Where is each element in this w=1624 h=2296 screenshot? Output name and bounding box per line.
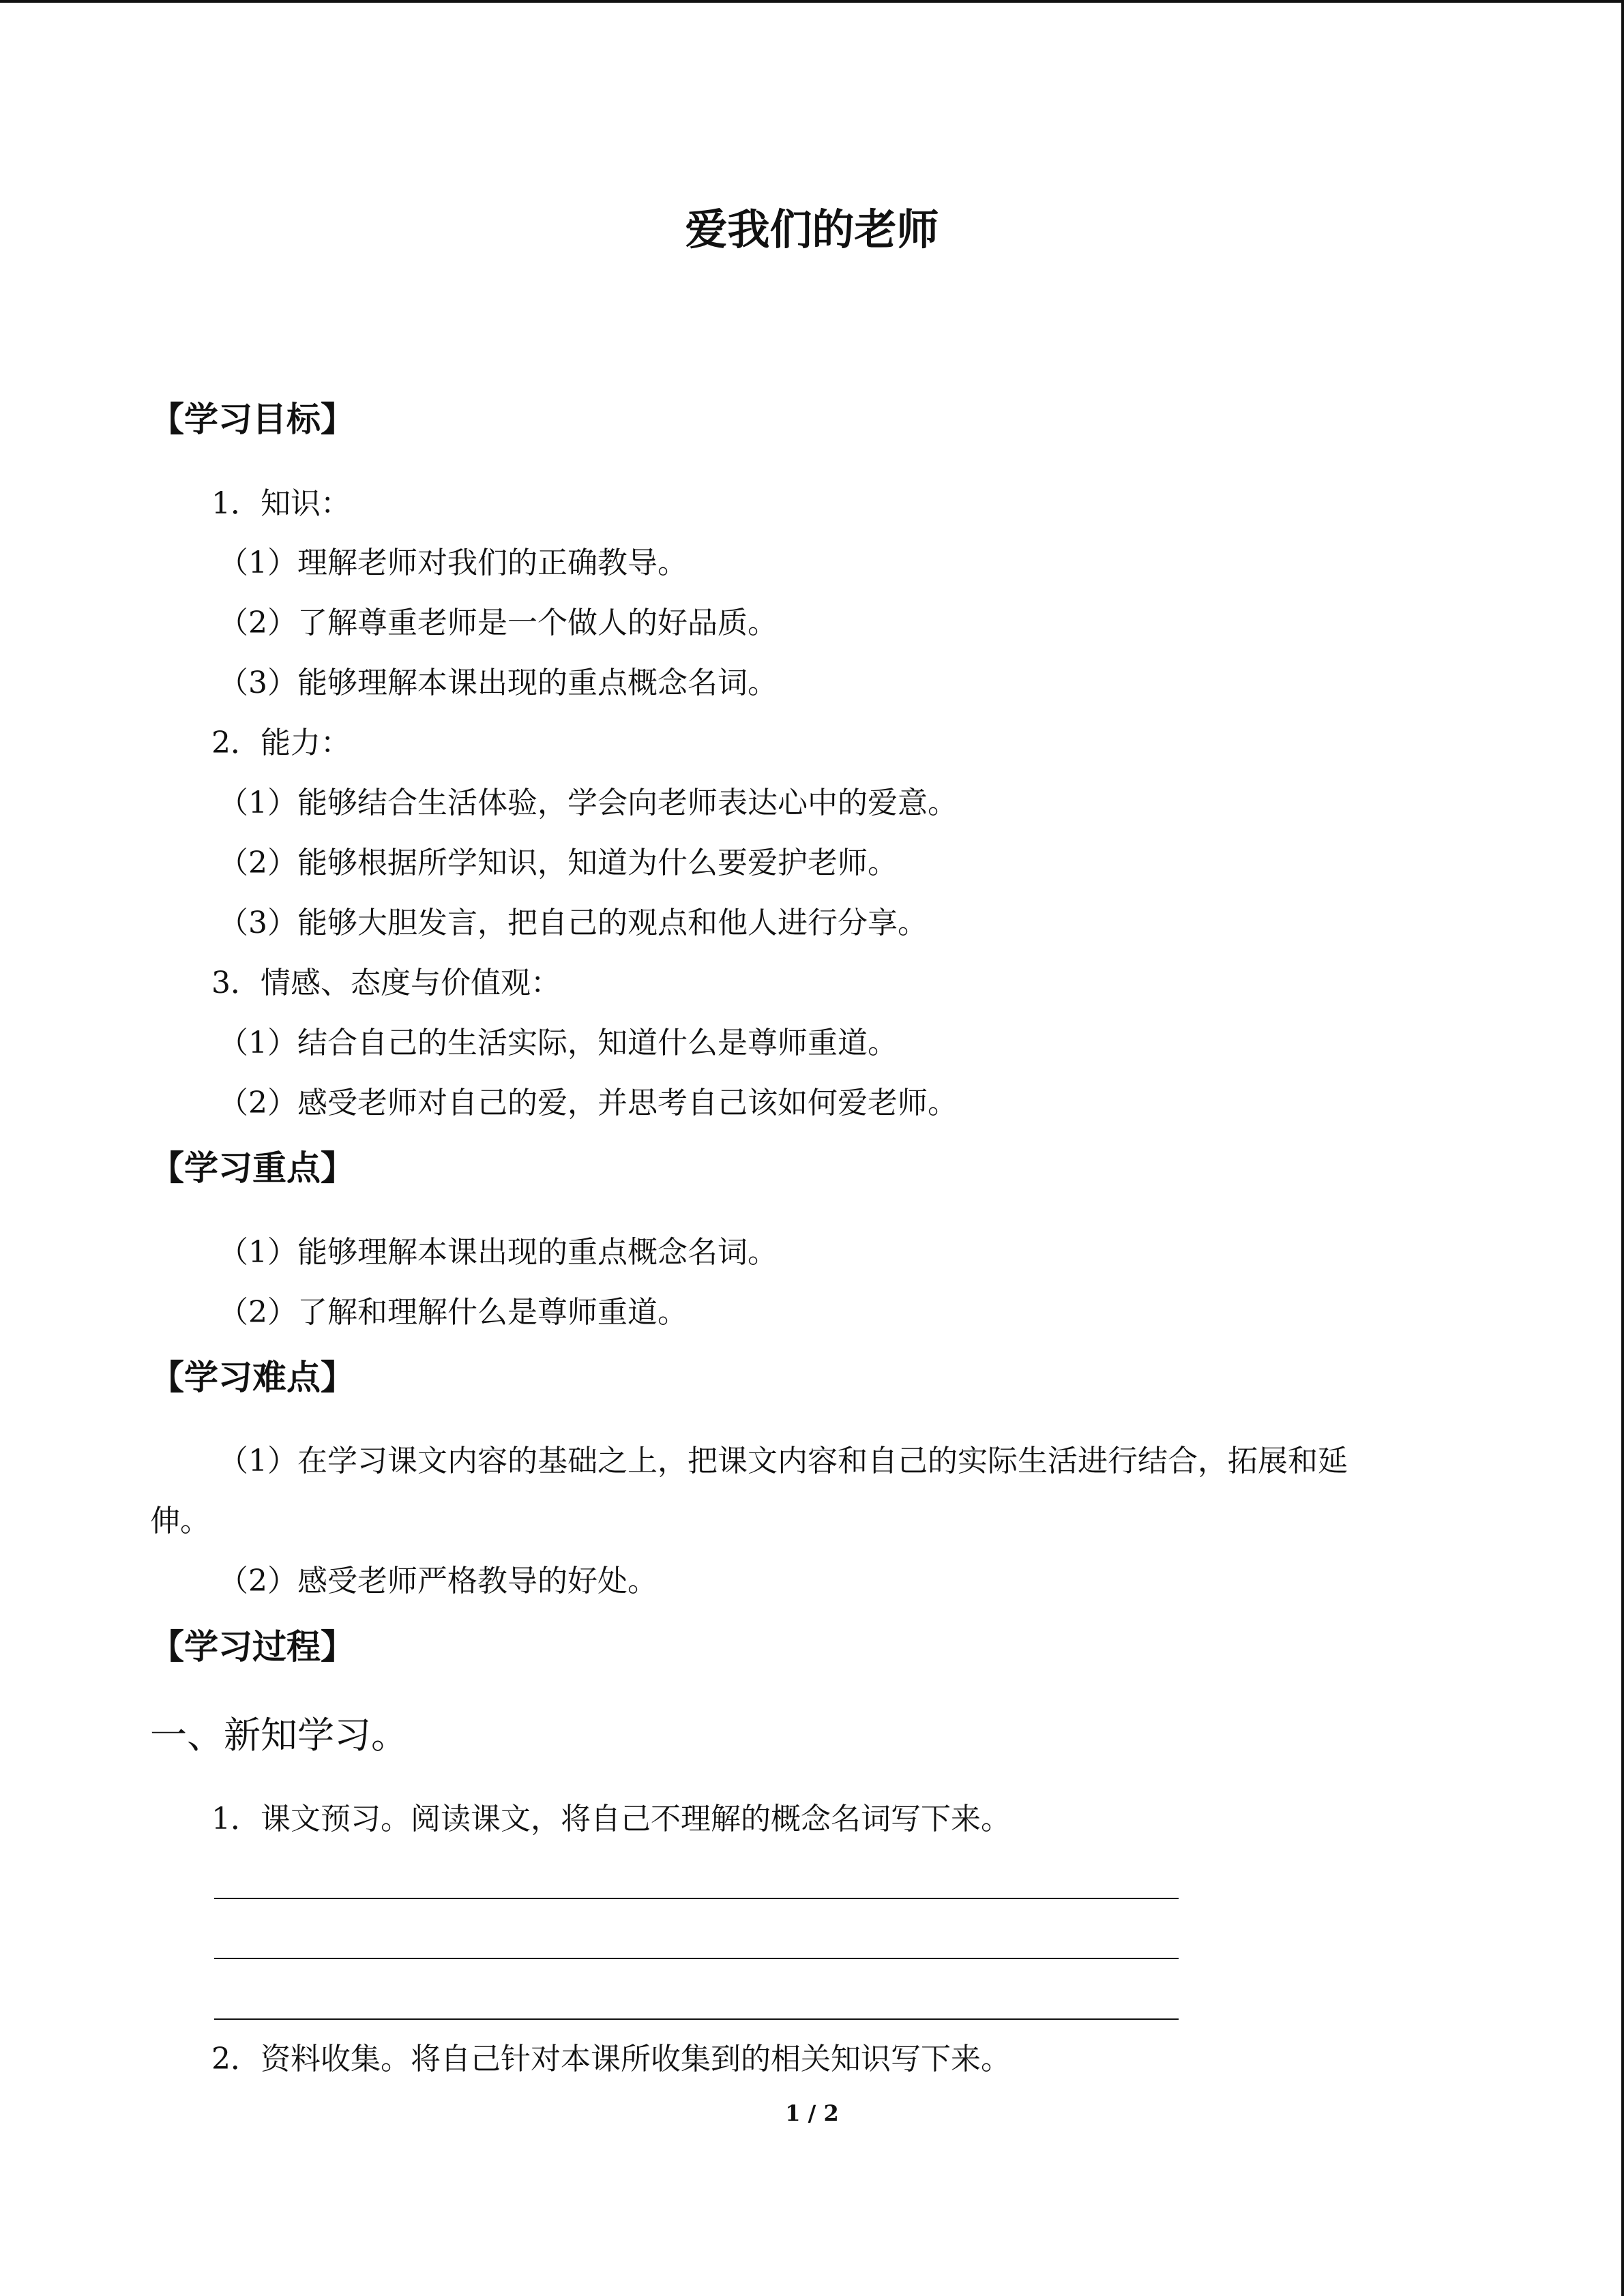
task-2: 2．资料收集。将自己针对本课所收集到的相关知识写下来。 xyxy=(211,2042,1011,2076)
knowledge-item: （3）能够理解本课出现的重点概念名词。 xyxy=(218,666,778,700)
ability-item: （3）能够大胆发言，把自己的观点和他人进行分享。 xyxy=(218,906,928,940)
right-border xyxy=(1621,0,1624,2296)
process-heading: 【学习过程】 xyxy=(150,1626,355,1667)
goals-heading: 【学习目标】 xyxy=(150,399,355,439)
key-point-item: （2）了解和理解什么是尊师重道。 xyxy=(218,1295,688,1330)
answer-line[interactable] xyxy=(214,1898,1179,1899)
knowledge-item: （1）理解老师对我们的正确教导。 xyxy=(218,546,688,580)
answer-line[interactable] xyxy=(214,1958,1179,1959)
ability-label: 2．能力： xyxy=(211,726,351,760)
difficulty-item: （1）在学习课文内容的基础之上，把课文内容和自己的实际生活进行结合，拓展和延 xyxy=(218,1444,1348,1478)
difficulty-item-continuation: 伸。 xyxy=(150,1504,210,1538)
knowledge-label: 1．知识： xyxy=(211,486,351,521)
part1-title: 一、新知学习。 xyxy=(150,1714,408,1757)
difficulty-item: （2）感受老师严格教导的好处。 xyxy=(218,1564,658,1598)
attitude-label: 3．情感、态度与价值观： xyxy=(211,966,561,1000)
difficulties-heading: 【学习难点】 xyxy=(150,1357,355,1397)
page-title: 爱我们的老师 xyxy=(685,205,939,254)
page-number: 1 / 2 xyxy=(785,2100,839,2126)
attitude-item: （1）结合自己的生活实际，知道什么是尊师重道。 xyxy=(218,1026,898,1060)
top-border xyxy=(0,0,1624,3)
ability-item: （1）能够结合生活体验，学会向老师表达心中的爱意。 xyxy=(218,786,958,820)
knowledge-item: （2）了解尊重老师是一个做人的好品质。 xyxy=(218,606,778,640)
task-1: 1．课文预习。阅读课文，将自己不理解的概念名词写下来。 xyxy=(211,1802,1011,1836)
key-point-item: （1）能够理解本课出现的重点概念名词。 xyxy=(218,1235,778,1270)
attitude-item: （2）感受老师对自己的爱，并思考自己该如何爱老师。 xyxy=(218,1086,958,1120)
ability-item: （2）能够根据所学知识，知道为什么要爱护老师。 xyxy=(218,846,898,880)
key-points-heading: 【学习重点】 xyxy=(150,1148,355,1188)
answer-line[interactable] xyxy=(214,2018,1179,2020)
